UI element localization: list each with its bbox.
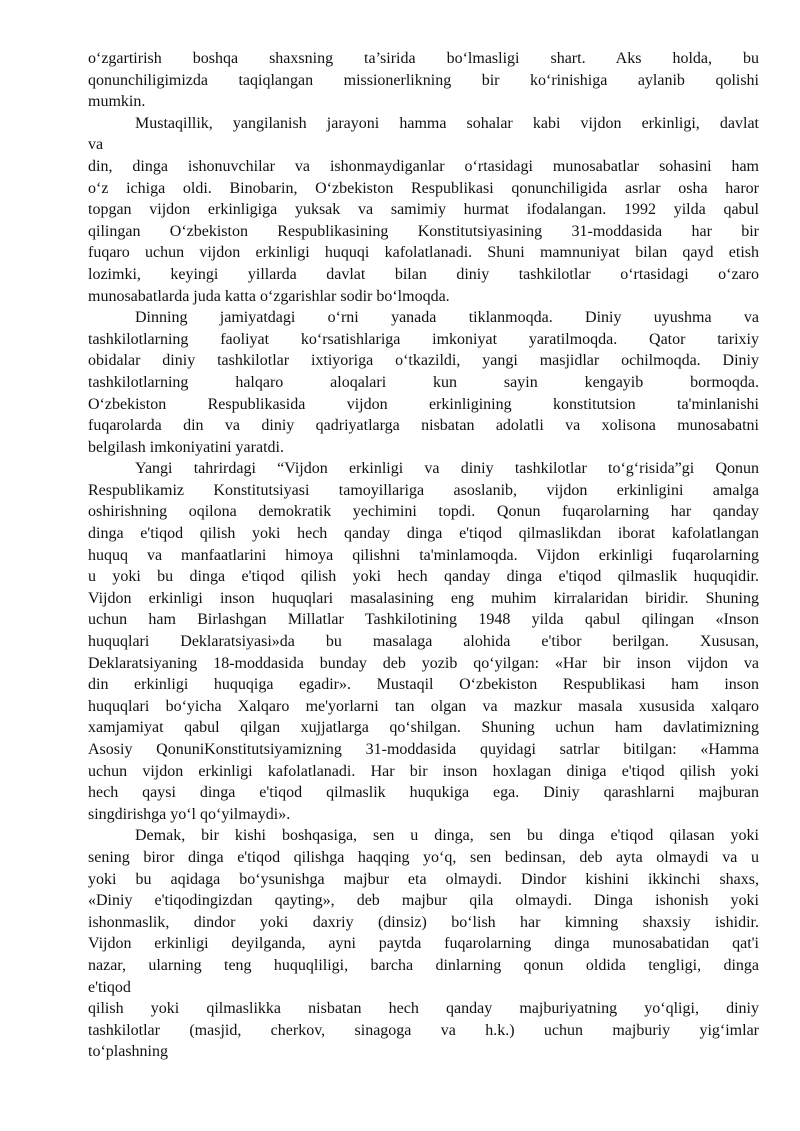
text-line: o‘zgartirish boshqa shaxsning ta’sirida bo‘lmasligi shart. Aks holda, bu [88, 50, 759, 67]
text-line: «Diniy e'tiqodingizdan qayting», deb majbur qila olmaydi. Dinga ishonish yoki [88, 892, 759, 910]
text-line: mumkin. [88, 93, 146, 111]
text-line: xamjamiyat qabul qilgan xujjatlarga qo‘shilgan. Shuning uchun ham davlatimizning [88, 719, 759, 737]
text-line: topgan vijdon erkinligiga yuksak va samimiy hurmat ifodalangan. 1992 yilda qabul [88, 201, 759, 219]
text-line: va [88, 136, 104, 154]
text-line: to‘plashning [88, 1043, 168, 1061]
text-line: Deklaratsiyaning 18-moddasida bunday deb yozib qo‘yilgan: «Har bir inson vijdon va [88, 654, 759, 672]
text-line: oshirishning oqilona demokratik yechimini topdi. Qonun fuqarolarning har qanday [88, 503, 759, 521]
text-line: obidalar diniy tashkilotlar ixtiyoriga o‘tkazildi, yangi masjidlar ochilmoqda. Diniy [88, 352, 759, 370]
paragraph-p4 [88, 458, 759, 825]
paragraph-p0 [88, 48, 759, 113]
text-line: huquqlari Deklaratsiyasi»da bu masalaga alohida e'tibor berilgan. Xususan, [88, 633, 759, 651]
text-line: dinga e'tiqod qilish yoki hech qanday dinga e'tiqod qilmaslikdan iborat kafolatlangan [88, 525, 759, 543]
text-line: tashkilotlarning halqaro aloqalari kun sayin kengayib bormoqda. [88, 373, 759, 391]
text-line: uchun ham Birlashgan Millatlar Tashkilotining 1948 yilda qabul qilingan «Inson [88, 611, 759, 629]
text-line: nazar, ularning teng huquqliligi, barcha dinlarning qonun oldida tengligi, dinga [88, 956, 759, 974]
paragraph-p6 [88, 998, 759, 1063]
text-line: Yangi tahrirdagi “Vijdon erkinligi va diniy tashkilotlar to‘g‘risida”gi Qonun [135, 460, 759, 478]
text-line: fuqaro uchun vijdon erkinligi huquqi kafolatlanadi. Shuni mamnuniyat bilan qayd etish [88, 244, 759, 262]
text-line: lozimki, keyingi yillarda davlat bilan diniy tashkilotlar o‘rtasidagi o‘zaro [88, 265, 759, 283]
text-line: qonunchiligimizda taqiqlangan missionerlikning bir ko‘rinishiga aylanib qolishi [88, 71, 759, 89]
text-line: uchun vijdon erkinligi kafolatlanadi. Har bir inson hoxlagan diniga e'tiqod qilish yoki [88, 762, 759, 780]
paragraph-p3 [88, 307, 759, 458]
paragraph-p2 [88, 156, 759, 307]
text-line: Asosiy QonuniKonstitutsiyamizning 31-moddasida quyidagi satrlar bitilgan: «Hamma [88, 741, 759, 758]
text-line: belgilash imkoniyatini yaratdi. [88, 438, 284, 456]
text-line: singdirishga yo‘l qo‘yilmaydi». [88, 805, 291, 823]
text-line: o‘z ichiga oldi. Binobarin, O‘zbekiston Respublikasi qonunchiligida asrlar osha haror [88, 179, 759, 197]
text-line: din, dinga ishonuvchilar va ishonmaydiganlar o‘rtasidagi munosabatlar sohasini ham [88, 157, 759, 175]
text-line: munosabatlarda juda katta o‘zgarishlar sodir bo‘lmoqda. [88, 287, 450, 305]
text-line: qilish yoki qilmaslikka nisbatan hech qanday majburiyatning yo‘qligi, diniy [88, 1000, 759, 1018]
document-page [88, 48, 759, 1063]
text-line: Dinning jamiyatdagi o‘rni yanada tiklanmoqda. Diniy uyushma va [135, 309, 759, 327]
text-line: sening biror dinga e'tiqod qilishga haqqing yo‘q, sen bedinsan, deb ayta olmaydi va u [88, 848, 759, 866]
text-line: din erkinligi huquqiga egadir». Mustaqil O‘zbekiston Respublikasi ham inson [88, 676, 759, 694]
text-line: hech qaysi dinga e'tiqod qilmaslik huqukiga ega. Diniy qarashlarni majburan [88, 784, 759, 802]
text-line: e'tiqod [88, 978, 131, 996]
text-line: Mustaqillik, yangilanish jarayoni hamma sohalar kabi vijdon erkinligi, davlat [135, 114, 759, 132]
text-line: huquq va manfaatlarini himoya qilishni ta'minlamoqda. Vijdon erkinligi fuqarolarning [88, 546, 759, 564]
text-line: Demak, bir kishi boshqasiga, sen u dinga, sen bu dinga e'tiqod qilasan yoki [135, 827, 759, 845]
text-line: Vijdon erkinligi deyilganda, ayni paytda fuqarolarning dinga munosabatidan qat'i [88, 935, 759, 953]
text-line: qilingan O‘zbekiston Respublikasining Konstitutsiyasining 31-moddasida har bir [88, 222, 759, 240]
text-line: O‘zbekiston Respublikasida vijdon erkinligining konstitutsion ta'minlanishi [88, 395, 759, 413]
text-line: Vijdon erkinligi inson huquqlari masalasining eng muhim kirralaridan biridir. Shuning [88, 589, 759, 607]
text-line: ishonmaslik, dindor yoki daxriy (dinsiz) bo‘lish har kimning shaxsiy ishidir. [88, 913, 759, 931]
text-line: u yoki bu dinga e'tiqod qilish yoki hech qanday dinga e'tiqod qilmaslik huquqidir. [88, 568, 759, 586]
text-line: huquqlari bo‘yicha Xalqaro me'yorlarni tan olgan va mazkur masala xususida xalqaro [88, 697, 759, 715]
paragraph-p1 [88, 113, 759, 156]
text-line: fuqarolarda din va diniy qadriyatlarga nisbatan adolatli va xolisona munosabatni [88, 417, 759, 435]
text-line: yoki bu aqidaga bo‘ysunishga majbur eta olmaydi. Dindor kishini ikkinchi shaxs, [88, 870, 759, 888]
paragraph-p5 [88, 825, 759, 998]
text-line: tashkilotlar (masjid, cherkov, sinagoga va h.k.) uchun majburiy yig‘imlar [88, 1021, 759, 1039]
text-line: Respublikamiz Konstitutsiyasi tamoyillariga asoslanib, vijdon erkinligini amalga [88, 481, 759, 499]
text-line: tashkilotlarning faoliyat ko‘rsatishlariga imkoniyat yaratilmoqda. Qator tarixiy [88, 330, 759, 348]
